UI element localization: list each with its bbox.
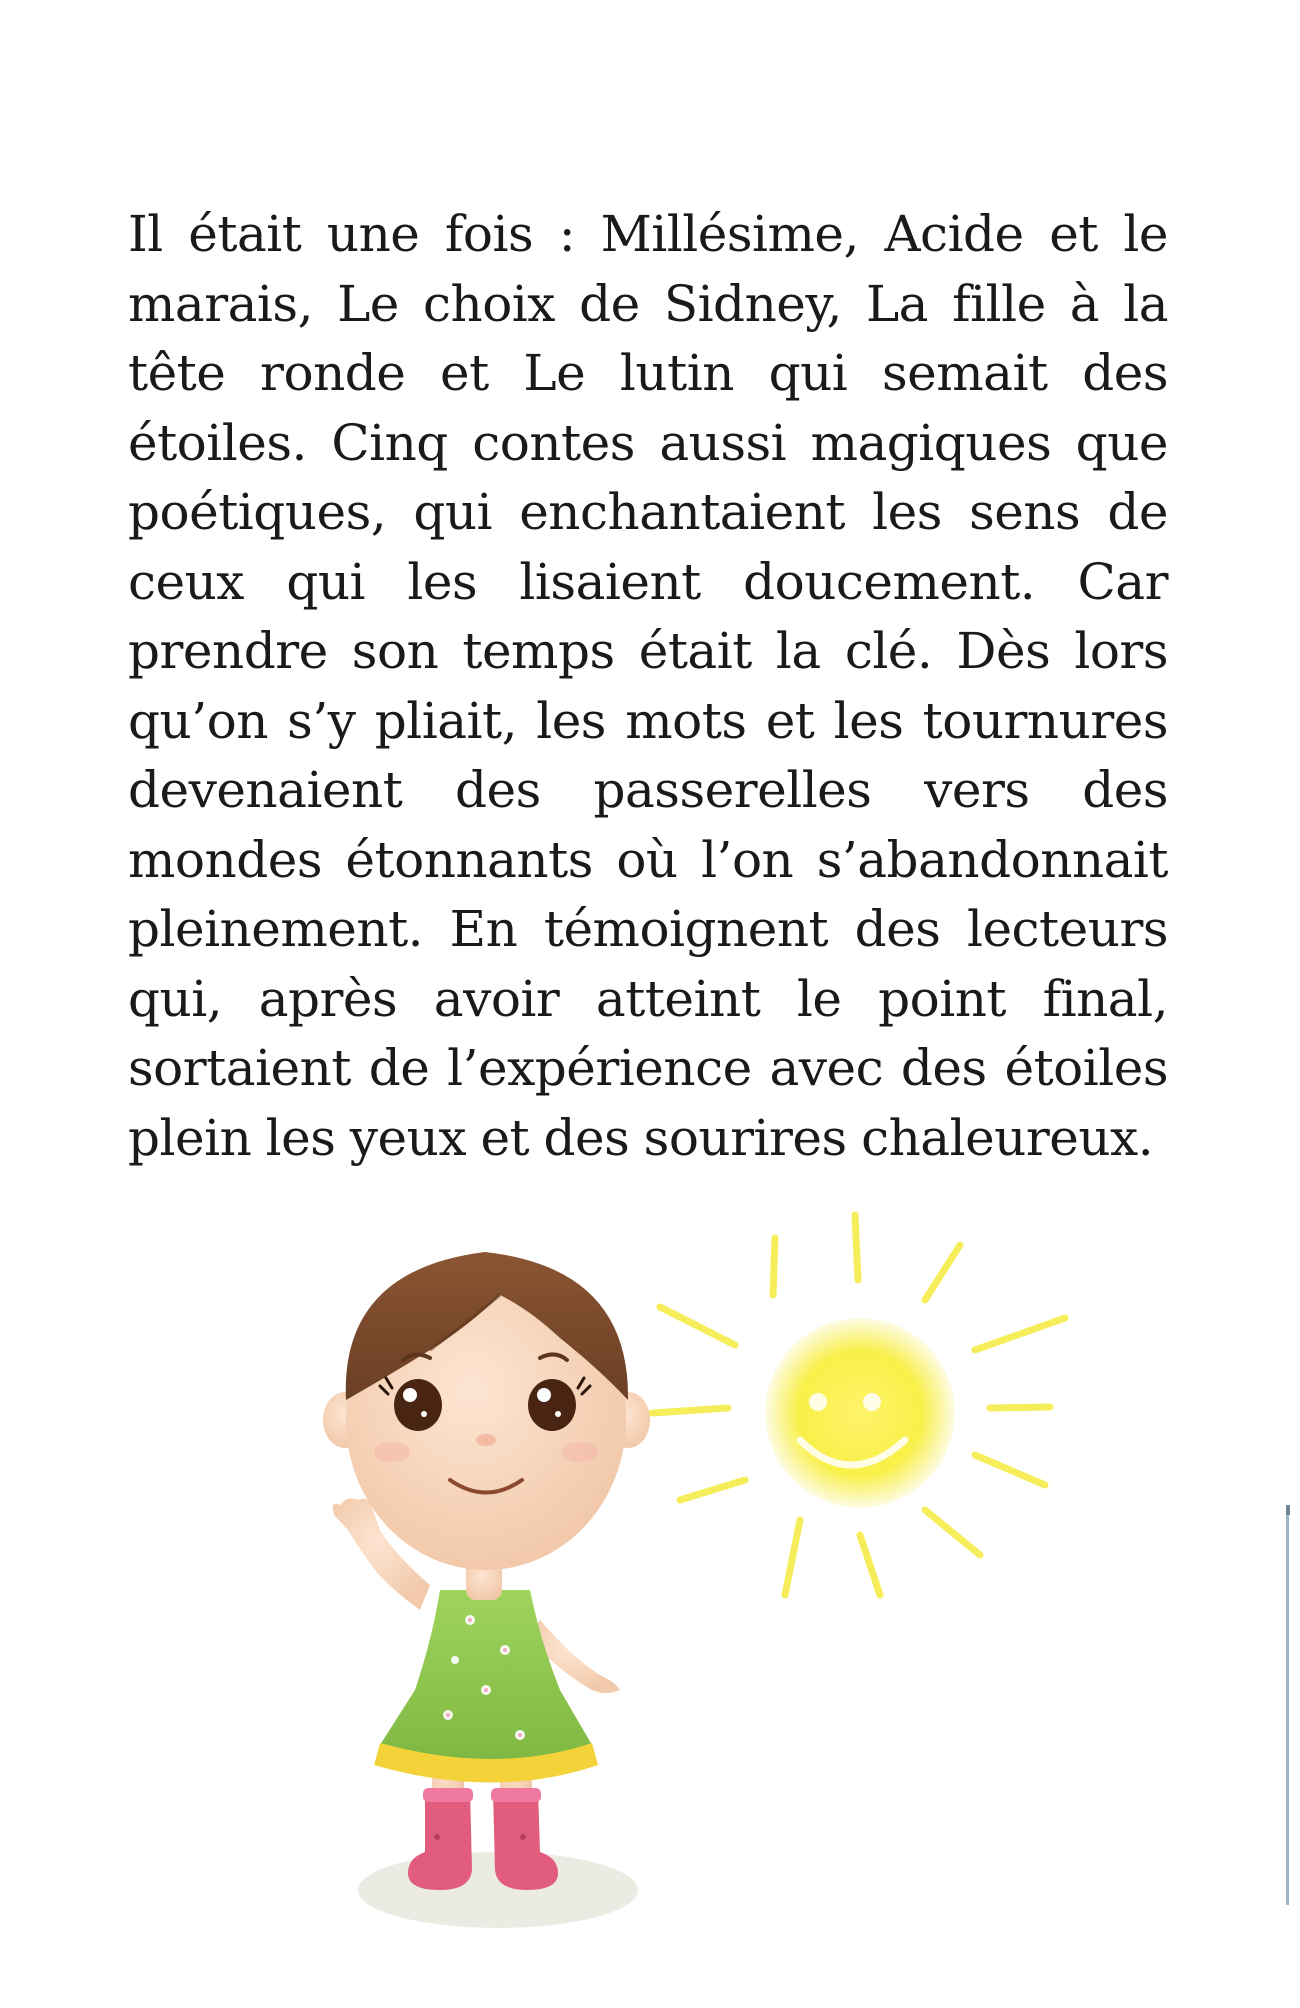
sun-face [765, 1318, 955, 1508]
girl-left-cheek [374, 1442, 410, 1462]
sun-illustration [652, 1215, 1065, 1595]
page-edge-line [1286, 1505, 1289, 1905]
girl-nose [476, 1434, 496, 1446]
illustration [0, 1190, 1300, 1990]
back-cover-text: Il était une fois : Millésime, Acide et le marais, Le choix de Sidney, La fille à la tête ronde et Le lutin qui semait des étoiles. Cinq contes aussi magiques que poétiques, qui enchantaient les sens de ceux qui les lisaient doucement. Car prendre son temps était la clé. Dès lors qu’on s’y pliait, les mots et les tournures devenaient des passerelles vers des mondes étonnants où l’on s’abandonnait pleinement. En témoignent des lecteurs qui, après avoir atteint le point final, sortaient de l’expérience avec des étoiles plein les yeux et des sourires chaleureux. [128, 205, 1168, 1167]
girl-dress [380, 1590, 592, 1760]
sun-right-eye [863, 1393, 881, 1411]
sun-left-eye [809, 1393, 827, 1411]
girl-right-cheek [562, 1442, 598, 1462]
page-edge-tick [1286, 1505, 1290, 1515]
girl-illustration [323, 1252, 650, 1928]
